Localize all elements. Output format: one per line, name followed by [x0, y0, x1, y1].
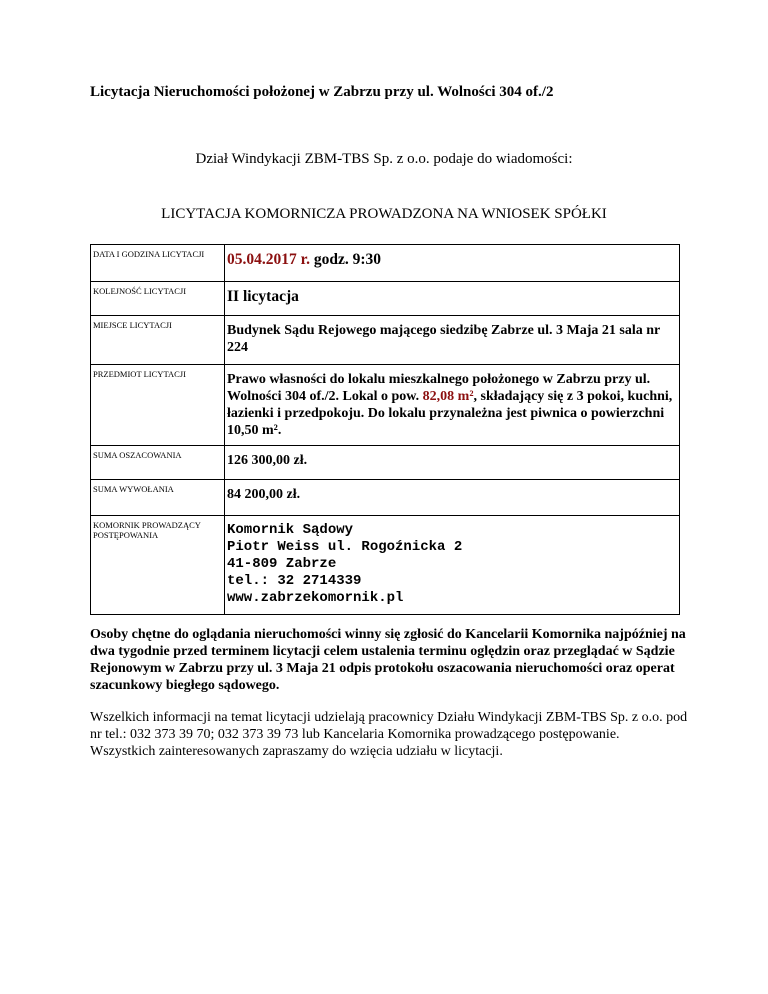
subject-text-2: , składający się z 3 pokoi, kuchni, łazienki i przedpokoju. Do lokalu przynależna jest piwnica o powierzchni 10,50 m².	[227, 389, 673, 438]
viewing-notice: Osoby chętne do oglądania nieruchomości winny się zgłosić do Kancelarii Komornika najpóźniej na dwa tygodnie przed terminem licytacji celem ustalenia terminu oględzin oraz przeglądać w Sądzie Rejonowym w Zabrzu przy ul. 3 Maja 21 odpis protokołu oszacowania nieruchomości oraz operat szacunkowy biegłego sądowego.	[90, 627, 686, 693]
value-call-price: 84 200,00 zł.	[225, 480, 680, 516]
value-date	[225, 245, 680, 282]
auction-info-table	[90, 244, 680, 615]
label-call-price: SUMA WYWOŁANIA	[91, 480, 225, 516]
value-valuation: 126 300,00 zł.	[225, 446, 680, 480]
bailiff-website[interactable]: www.zabrzekomornik.pl	[227, 590, 404, 606]
subject-text-1: Prawo własności do lokalu mieszkalnego położonego w Zabrzu przy ul. Wolności 304 of./2. Lokal o pow.	[227, 372, 651, 404]
table-row-order	[91, 282, 680, 316]
invitation-line: Wszystkich zainteresowanych zapraszamy do wzięcia udziału w licytacji.	[90, 744, 503, 759]
table-row-subject	[91, 365, 680, 446]
contact-paragraph: Wszelkich informacji na temat licytacji udzielają pracownicy Działu Windykacji ZBM-TBS Sp. z o.o. pod nr tel.: 032 373 39 70; 032 373 39 73 lub Kancelaria Komornika prowadzącego postępowanie.	[90, 710, 688, 742]
value-order: II licytacja	[225, 282, 680, 316]
bailiff-phone: tel.: 32 2714339	[227, 573, 362, 589]
table-row-place	[91, 316, 680, 365]
contact-info	[90, 709, 700, 760]
bailiff-name-address: Piotr Weiss ul. Rogoźnicka 2	[227, 539, 463, 555]
intro-heading: LICYTACJA KOMORNICZA PROWADZONA NA WNIOSEK SPÓŁKI	[161, 206, 607, 222]
label-date: DATA I GODZINA LICYTACJI	[91, 245, 225, 282]
label-place: MIEJSCE LICYTACJI	[91, 316, 225, 365]
value-bailiff	[225, 516, 680, 615]
bailiff-title: Komornik Sądowy	[227, 522, 354, 538]
auction-time: godz. 9:30	[309, 251, 382, 268]
value-place: Budynek Sądu Rejowego mającego siedzibę Zabrze ul. 3 Maja 21 sala nr 224	[225, 316, 680, 365]
table-row-bailiff	[91, 516, 680, 615]
auction-date: 05.04.2017 r.	[227, 251, 310, 268]
intro-line: Dział Windykacji ZBM-TBS Sp. z o.o. podaje do wiadomości:	[195, 151, 573, 167]
document-title: Licytacja Nieruchomości położonej w Zabrzu przy ul. Wolności 304 of./2	[90, 84, 554, 100]
table-row-date	[91, 245, 680, 282]
label-subject: PRZEDMIOT LICYTACJI	[91, 365, 225, 446]
subject-area: 82,08 m²	[422, 389, 474, 404]
table-row-valuation	[91, 446, 680, 480]
label-bailiff: KOMORNIK PROWADZĄCY POSTĘPOWANIA	[91, 516, 225, 615]
value-subject	[225, 365, 680, 446]
bailiff-postal-city: 41-809 Zabrze	[227, 556, 337, 572]
label-order: KOLEJNOŚĆ LICYTACJI	[91, 282, 225, 316]
table-row-call-price	[91, 480, 680, 516]
label-valuation: SUMA OSZACOWANIA	[91, 446, 225, 480]
